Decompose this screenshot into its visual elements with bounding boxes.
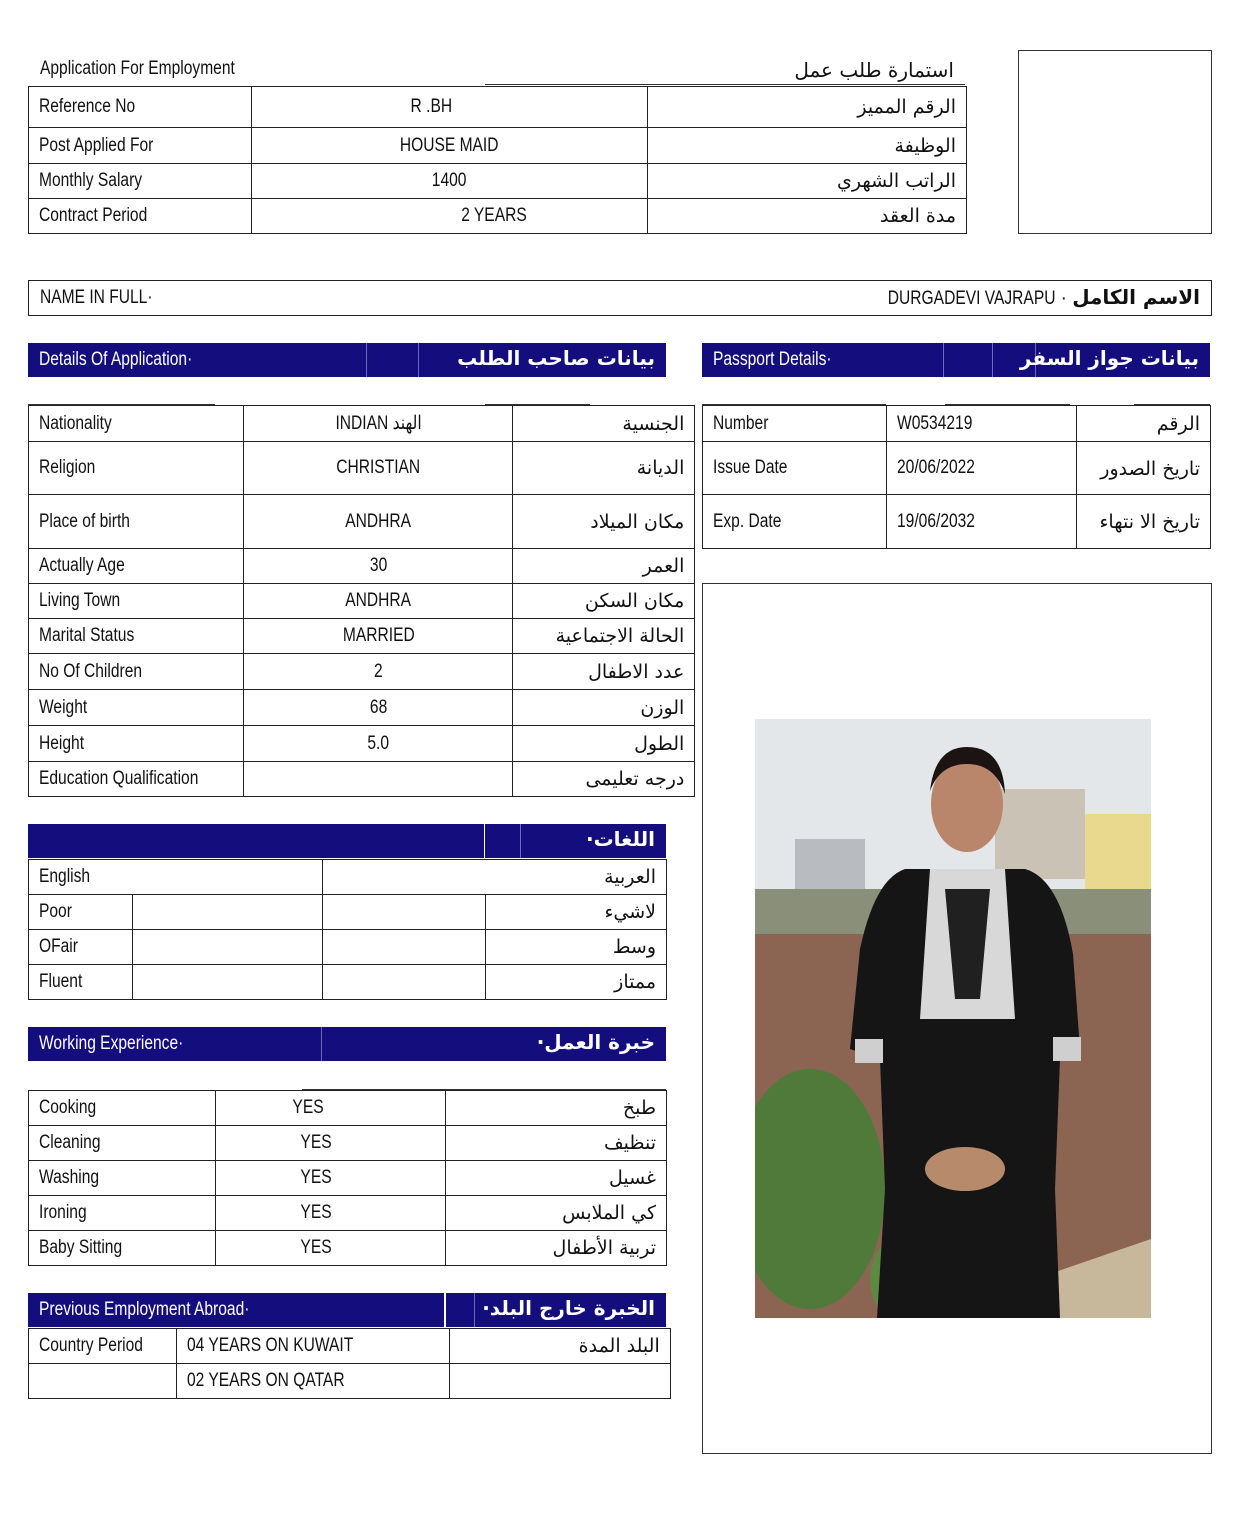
language-row: OFair وسط bbox=[29, 930, 667, 965]
abroad-row: Country Period 04 YEARS ON KUWAIT البلد المدة bbox=[29, 1329, 671, 1364]
experience-row: Cleaning YES تنظيف bbox=[29, 1126, 667, 1161]
form-title: Application For Employment bbox=[40, 58, 235, 79]
applicant-row: Nationality INDIAN الهند الجنسية bbox=[29, 406, 695, 442]
applicant-row: Actually Age 30 العمر bbox=[29, 549, 695, 584]
experience-table bbox=[28, 1090, 667, 1266]
experience-row: Washing YES غسيل bbox=[29, 1161, 667, 1196]
full-name-value: DURGADEVI VAJRAPU bbox=[887, 288, 1056, 309]
job-row bbox=[29, 128, 967, 164]
full-name-label: NAME IN FULL· bbox=[40, 287, 153, 308]
language-row: Poor لاشيء bbox=[29, 895, 667, 930]
applicant-row: Religion CHRISTIAN الديانة bbox=[29, 442, 695, 495]
job-table bbox=[28, 86, 967, 234]
experience-row: Baby Sitting YES تربية الأطفال bbox=[29, 1231, 667, 1266]
applicant-table bbox=[28, 405, 695, 797]
applicant-row: Marital Status MARRIED الحالة الاجتماعية bbox=[29, 619, 695, 654]
job-label-ar: مدة العقد bbox=[648, 199, 967, 234]
passport-row: Exp. Date 19/06/2032 تاريخ الا نتهاء bbox=[703, 495, 1211, 549]
applicant-row: Weight 68 الوزن bbox=[29, 690, 695, 726]
small-photo-box bbox=[1018, 50, 1212, 234]
languages-header: اللغات· bbox=[28, 824, 666, 858]
applicant-row: Place of birth ANDHRA مكان الميلاد bbox=[29, 495, 695, 549]
job-label: Monthly Salary bbox=[29, 164, 252, 199]
full-name-field bbox=[28, 280, 1212, 316]
experience-header: Working Experience· خبرة العمل· bbox=[28, 1027, 666, 1061]
applicant-row: No Of Children 2 عدد الاطفال bbox=[29, 654, 695, 690]
job-label-ar: الوظيفة bbox=[648, 128, 967, 164]
languages-table bbox=[28, 859, 667, 1000]
language-row: Fluent ممتاز bbox=[29, 965, 667, 1000]
language-row: English العربية bbox=[29, 860, 667, 895]
passport-row: Issue Date 20/06/2022 تاريخ الصدور bbox=[703, 442, 1211, 495]
full-name-sep: · bbox=[1060, 288, 1067, 309]
passport-table bbox=[702, 405, 1211, 549]
passport-row: Number W0534219 الرقم bbox=[703, 406, 1211, 442]
job-row bbox=[29, 164, 967, 199]
applicant-row: Education Qualification درجه تعليمى bbox=[29, 762, 695, 797]
applicant-header: Details Of Application· بيانات صاحب الطلب bbox=[28, 343, 666, 377]
abroad-table bbox=[28, 1328, 671, 1399]
job-value: HOUSE MAID bbox=[252, 128, 648, 164]
full-name-label-ar: الاسم الكامل bbox=[1072, 285, 1200, 309]
applicant-row: Living Town ANDHRA مكان السكن bbox=[29, 584, 695, 619]
form-title-ar: استمارة طلب عمل bbox=[794, 58, 954, 82]
passport-header: Passport Details· بيانات جواز السفر bbox=[702, 343, 1210, 377]
job-row bbox=[29, 87, 967, 128]
applicant-row: Height 5.0 الطول bbox=[29, 726, 695, 762]
abroad-header: Previous Employment Abroad· الخبرة خارج البلد· bbox=[28, 1293, 666, 1327]
abroad-row: 02 YEARS ON QATAR bbox=[29, 1364, 671, 1399]
job-label: Reference No bbox=[29, 87, 252, 128]
experience-row: Ironing YES كي الملابس bbox=[29, 1196, 667, 1231]
job-label-ar: الراتب الشهري bbox=[648, 164, 967, 199]
job-label: Post Applied For bbox=[29, 128, 252, 164]
job-label: Contract Period bbox=[29, 199, 252, 234]
job-value: 2 YEARS bbox=[252, 199, 648, 234]
job-value: 1400 bbox=[252, 164, 648, 199]
title-underline bbox=[485, 84, 965, 85]
job-row bbox=[29, 199, 967, 234]
applicant-photo-illustration bbox=[755, 719, 1151, 1318]
job-label-ar: الرقم المميز bbox=[648, 87, 967, 128]
experience-row: Cooking YES طبخ bbox=[29, 1091, 667, 1126]
applicant-photo bbox=[755, 719, 1151, 1318]
job-value: R .BH bbox=[252, 87, 648, 128]
